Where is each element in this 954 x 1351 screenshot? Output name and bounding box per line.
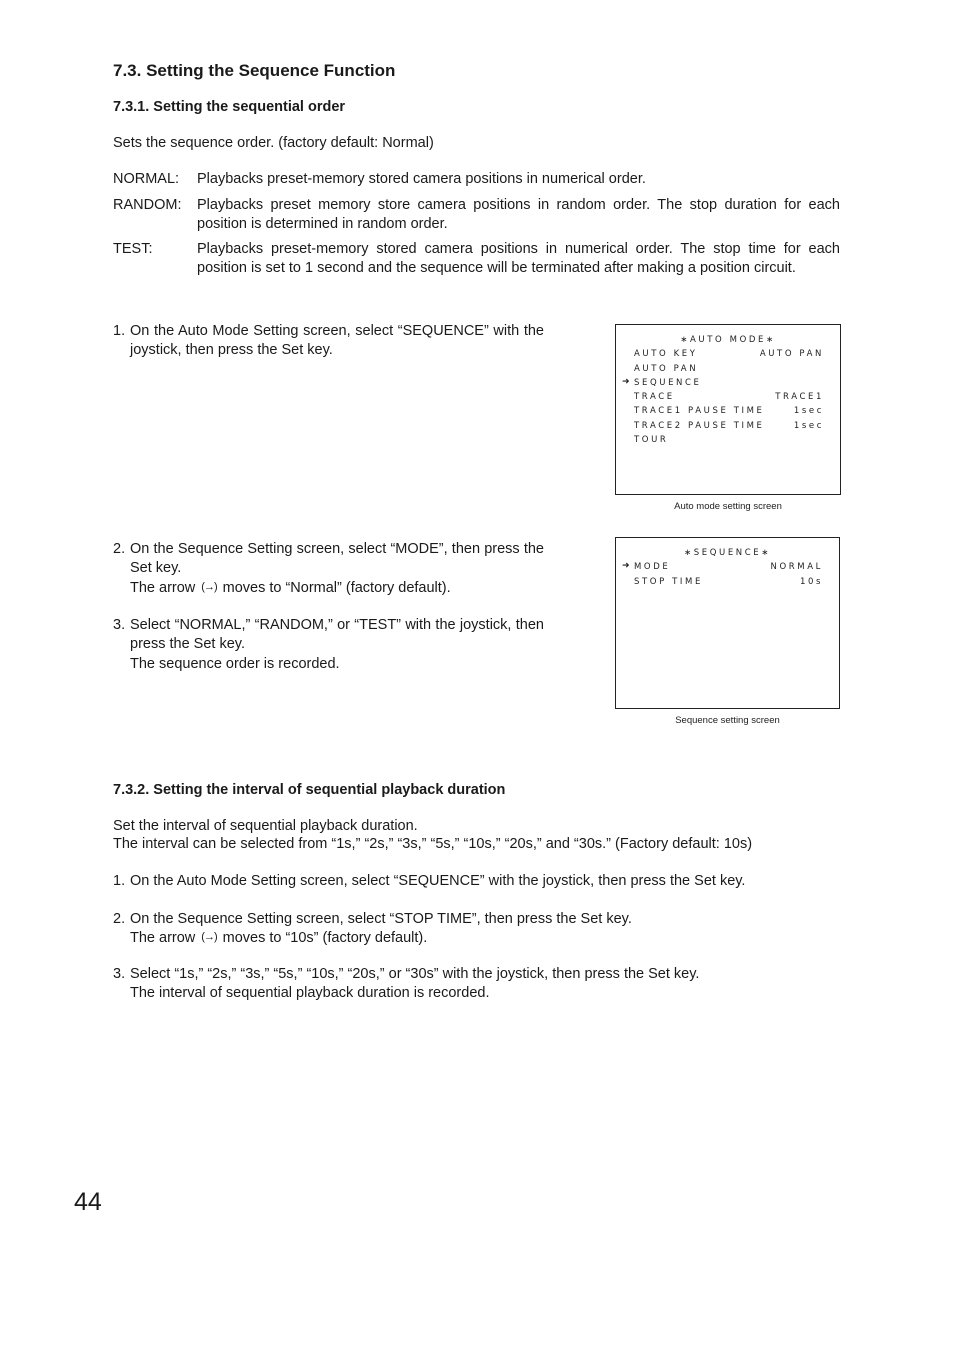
menu-row bbox=[634, 388, 824, 402]
intro-text: The interval can be selected from “1s,” “2s,” “3s,” “5s,” “10s,” “20s,” and “30s.” (Factory default: 10s) bbox=[113, 836, 753, 852]
arrow-icon: (→) bbox=[201, 931, 217, 943]
menu-row-value: TRACE1 bbox=[775, 392, 824, 402]
step-number: 3. bbox=[113, 966, 126, 982]
definition-term: TEST: bbox=[113, 241, 153, 257]
intro-text: Set the interval of sequential playback duration. bbox=[113, 818, 418, 834]
section-title: 7.3. Setting the Sequence Function bbox=[113, 61, 396, 80]
step-text: Select “NORMAL,” “RANDOM,” or “TEST” with the joystick, then press the Set key. bbox=[130, 617, 544, 652]
menu-row bbox=[634, 402, 824, 416]
step-text: On the Auto Mode Setting screen, select “SEQUENCE” with the joystick, then press the Set key. bbox=[130, 323, 544, 358]
screen-caption: Auto mode setting screen bbox=[674, 501, 782, 512]
pointer-arrow-icon: ➜ bbox=[622, 561, 630, 571]
menu-row-label: TRACE2 PAUSE TIME bbox=[634, 421, 765, 431]
screen-title: ∗AUTO MODE∗ bbox=[680, 335, 776, 345]
menu-row-selected bbox=[622, 374, 824, 388]
definition-description: Playbacks preset memory store camera positions in random order. The stop duration for each position is determined in random order. bbox=[197, 197, 840, 232]
intro-text: Sets the sequence order. (factory default: Normal) bbox=[113, 135, 434, 151]
step-text: On the Auto Mode Setting screen, select “SEQUENCE” with the joystick, then press the Set key. bbox=[130, 873, 746, 889]
step-number: 2. bbox=[113, 541, 126, 557]
definition-term: RANDOM: bbox=[113, 197, 182, 213]
screen-title: ∗SEQUENCE∗ bbox=[684, 548, 771, 558]
definition-description: Playbacks preset-memory stored camera positions in numerical order. The stop time for each position is set to 1 second and the sequence will be terminated after making a position circuit. bbox=[197, 241, 840, 276]
step-number: 3. bbox=[113, 617, 126, 633]
step-text: On the Sequence Setting screen, select “STOP TIME”, then press the Set key. bbox=[130, 911, 632, 927]
menu-row bbox=[634, 360, 824, 374]
menu-row bbox=[634, 573, 823, 587]
menu-row-label: STOP TIME bbox=[634, 577, 703, 587]
menu-row-value: 10s bbox=[799, 577, 823, 587]
arrow-icon: (→) bbox=[201, 581, 217, 593]
menu-row-label: TRACE1 PAUSE TIME bbox=[634, 406, 765, 416]
menu-row bbox=[634, 345, 824, 359]
menu-row-label: TOUR bbox=[634, 435, 669, 445]
menu-row-label: AUTO KEY bbox=[634, 349, 698, 359]
step-number: 2. bbox=[113, 911, 126, 927]
menu-row-label: TRACE bbox=[634, 392, 675, 402]
menu-row bbox=[634, 417, 824, 431]
step-note: The interval of sequential playback duration is recorded. bbox=[130, 985, 490, 1001]
menu-row-label: AUTO PAN bbox=[634, 364, 699, 374]
step-number: 1. bbox=[113, 323, 126, 339]
menu-row-value: AUTO PAN bbox=[759, 349, 824, 359]
step-text: Select “1s,” “2s,” “3s,” “5s,” “10s,” “20s,” or “30s” with the joystick, then press the Set key. bbox=[130, 966, 700, 982]
step-note-suffix: moves to “Normal” (factory default). bbox=[222, 580, 451, 596]
step-note-prefix: The arrow bbox=[130, 580, 196, 596]
menu-row-label: MODE bbox=[634, 562, 671, 572]
menu-row-value: 1sec bbox=[793, 421, 824, 431]
page-number: 44 bbox=[74, 1188, 102, 1216]
step-note-prefix: The arrow bbox=[130, 930, 196, 946]
menu-row bbox=[634, 431, 824, 445]
subsection-heading-sequential-order: 7.3.1. Setting the sequential order bbox=[113, 99, 346, 115]
definition-term: NORMAL: bbox=[113, 171, 180, 187]
step-note bbox=[130, 578, 451, 598]
sequence-screen bbox=[615, 537, 840, 709]
menu-row-selected bbox=[622, 558, 823, 572]
pointer-arrow-icon: ➜ bbox=[622, 377, 630, 387]
screen-caption: Sequence setting screen bbox=[675, 715, 780, 726]
menu-row-value: 1sec bbox=[793, 406, 824, 416]
step-number: 1. bbox=[113, 873, 126, 889]
step-note-suffix: moves to “10s” (factory default). bbox=[222, 930, 428, 946]
menu-row-value: NORMAL bbox=[770, 562, 823, 572]
definition-description: Playbacks preset-memory stored camera positions in numerical order. bbox=[197, 171, 646, 187]
step-note: The sequence order is recorded. bbox=[130, 656, 340, 672]
auto-mode-screen bbox=[615, 324, 841, 495]
step-text: On the Sequence Setting screen, select “MODE”, then press the Set key. bbox=[130, 541, 544, 576]
menu-row-label: SEQUENCE bbox=[634, 378, 702, 388]
subsection-heading-interval: 7.3.2. Setting the interval of sequential playback duration bbox=[113, 782, 506, 798]
step-note bbox=[130, 928, 427, 948]
